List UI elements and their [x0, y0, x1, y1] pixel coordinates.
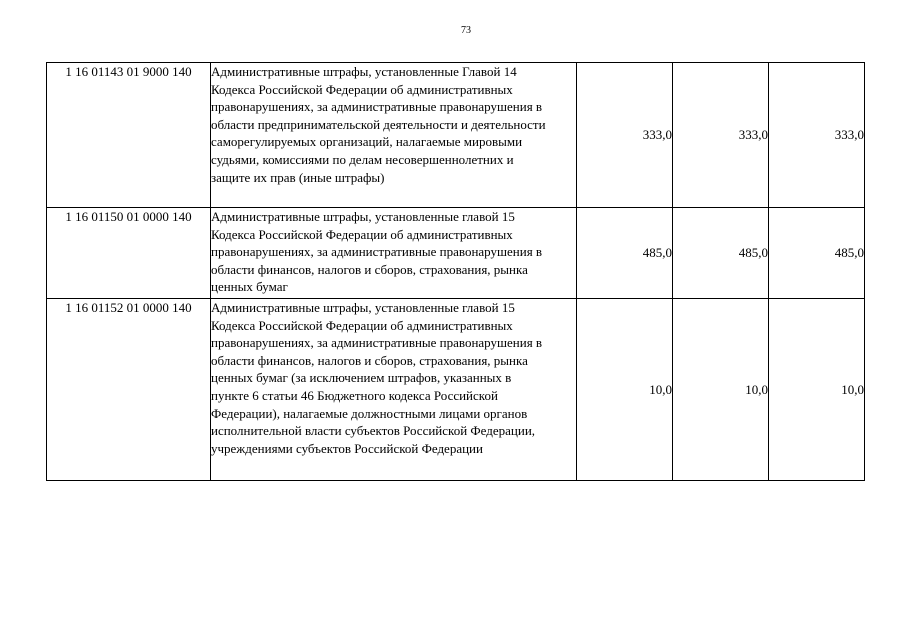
budget-code-cell: 1 16 01152 01 0000 140	[47, 299, 211, 481]
description-line: защите их прав (иные штрафы)	[211, 169, 385, 185]
description-line: ценных бумаг	[211, 279, 288, 295]
description-line: судьями, комиссиями по делам несовершеннолетних и	[211, 151, 514, 167]
value-cell-2: 333,0	[673, 63, 769, 208]
table-row	[47, 63, 865, 208]
table-row	[47, 299, 865, 481]
description-cell	[211, 208, 577, 299]
description-line: Кодекса Российской Федерации об административных	[211, 317, 513, 333]
description-line: области финансов, налогов и сборов, страхования, рынка	[211, 261, 528, 277]
value-cell-3: 10,0	[769, 299, 865, 481]
budget-table-body	[47, 63, 865, 481]
description-line: правонарушениях, за административные правонарушения в	[211, 99, 543, 115]
budget-code-cell: 1 16 01150 01 0000 140	[47, 208, 211, 299]
description-line: учреждениями субъектов Российской Федерации	[211, 440, 483, 456]
budget-code-cell: 1 16 01143 01 9000 140	[47, 63, 211, 208]
description-line: исполнительной власти субъектов Российской Федерации,	[211, 423, 536, 439]
description-line: Административные штрафы, установленные главой 15	[211, 209, 515, 224]
budget-table	[46, 62, 865, 481]
description-line: пункте 6 статьи 46 Бюджетного кодекса Российской	[211, 387, 498, 403]
description-line: Кодекса Российской Федерации об административных	[211, 81, 513, 97]
description-line: области финансов, налогов и сборов, страхования, рынка	[211, 352, 528, 368]
page-number: 73	[461, 25, 471, 36]
description-line: Кодекса Российской Федерации об административных	[211, 226, 513, 242]
value-cell-1: 333,0	[577, 63, 673, 208]
description-line: правонарушениях, за административные правонарушения в	[211, 244, 543, 260]
description-line: саморегулируемых организаций, налагаемые мировыми	[211, 134, 523, 150]
description-line: правонарушениях, за административные правонарушения в	[211, 335, 543, 351]
description-line: ценных бумаг (за исключением штрафов, указанных в	[211, 370, 512, 386]
value-cell-2: 485,0	[673, 208, 769, 299]
description-line: области предпринимательской деятельности и деятельности	[211, 116, 546, 132]
value-cell-1: 485,0	[577, 208, 673, 299]
description-line: Административные штрафы, установленные Главой 14	[211, 64, 517, 79]
value-cell-3: 485,0	[769, 208, 865, 299]
table-row	[47, 208, 865, 299]
description-cell	[211, 63, 577, 208]
value-cell-3: 333,0	[769, 63, 865, 208]
description-line: Федерации), налагаемые должностными лицами органов	[211, 405, 528, 421]
value-cell-1: 10,0	[577, 299, 673, 481]
description-cell	[211, 299, 577, 481]
description-line: Административные штрафы, установленные главой 15	[211, 300, 515, 315]
value-cell-2: 10,0	[673, 299, 769, 481]
